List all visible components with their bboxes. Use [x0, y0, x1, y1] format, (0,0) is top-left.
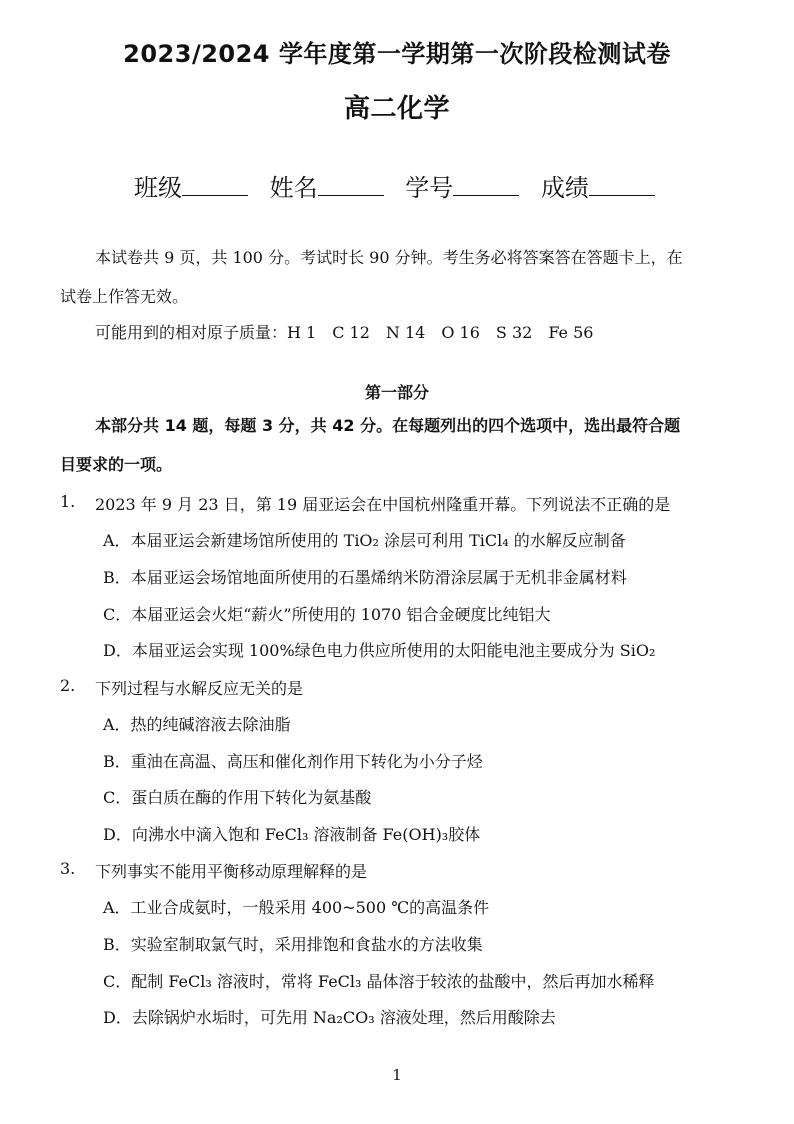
- question-3-option-b: B．实验室制取氯气时，采用排饱和食盐水的方法收集: [103, 935, 483, 954]
- question-2-text: 下列过程与水解反应无关的是: [95, 679, 304, 698]
- question-2-option-c: C．蛋白质在酶的作用下转化为氨基酸: [103, 788, 372, 807]
- atomic-masses: 可能用到的相对原子质量：H 1 C 12 N 14 O 16 S 32 Fe 56: [95, 323, 594, 342]
- student-id-label: 学号: [405, 174, 454, 202]
- part1-title: 第一部分: [364, 383, 429, 402]
- question-3-number: 3.: [60, 859, 76, 878]
- question-1-text: 2023 年 9 月 23 日，第 19 届亚运会在中国杭州隆重开幕。下列说法不正确的是: [95, 495, 671, 514]
- question-3-option-d: D．去除锅炉水垢时，可先用 Na₂CO₃ 溶液处理，然后用酸除去: [103, 1008, 556, 1027]
- question-1-number: 1.: [60, 492, 76, 511]
- name-field: [270, 168, 384, 203]
- student-id-field: [405, 168, 519, 203]
- question-3-option-c: C．配制 FeCl₃ 溶液时，常将 FeCl₃ 晶体溶于较浓的盐酸中，然后再加水稀释: [103, 972, 655, 991]
- score-field: [541, 168, 655, 203]
- question-2-option-b: B．重油在高温、高压和催化剂作用下转化为小分子烃: [103, 752, 483, 771]
- class-field: [134, 168, 248, 203]
- score-label: 成绩: [540, 174, 589, 202]
- class-blank: [182, 177, 248, 196]
- question-1-option-a: A．本届亚运会新建场馆所使用的 TiO₂ 涂层可利用 TiCl₄ 的水解反应制备: [103, 531, 626, 550]
- part1-intro-line-2: 目要求的一项。: [60, 455, 173, 474]
- score-blank: [589, 177, 655, 196]
- part1-intro-line-1: 本部分共 14 题，每题 3 分，共 42 分。在每题列出的四个选项中，选出最符合题: [95, 416, 681, 435]
- student-info-row: [134, 168, 694, 203]
- page-number: 1: [392, 1066, 402, 1084]
- question-2-option-d: D．向沸水中滴入饱和 FeCl₃ 溶液制备 Fe(OH)₃胶体: [103, 825, 481, 844]
- class-label: 班级: [134, 174, 182, 202]
- instructions-line-2: 试卷上作答无效。: [60, 287, 189, 306]
- question-3-text: 下列事实不能用平衡移动原理解释的是: [95, 862, 368, 881]
- subject-title: 高二化学: [343, 94, 450, 124]
- question-1-option-b: B．本届亚运会场馆地面所使用的石墨烯纳米防滑涂层属于无机非金属材料: [103, 568, 627, 587]
- name-label: 姓名: [269, 174, 318, 202]
- exam-title: 2023/2024 学年度第一学期第一次阶段检测试卷: [123, 40, 671, 68]
- question-2-option-a: A．热的纯碱溶液去除油脂: [103, 715, 291, 734]
- question-1-option-c: C．本届亚运会火炬“薪火”所使用的 1070 铝合金硬度比纯铝大: [103, 605, 551, 624]
- student-id-blank: [453, 177, 519, 196]
- name-blank: [318, 177, 384, 196]
- instructions-line-1: 本试卷共 9 页，共 100 分。考试时长 90 分钟。考生务必将答案答在答题卡上，在: [95, 248, 683, 267]
- question-1-option-d: D．本届亚运会实现 100%绿色电力供应所使用的太阳能电池主要成分为 SiO₂: [103, 641, 656, 660]
- question-2-number: 2.: [60, 676, 76, 695]
- question-3-option-a: A．工业合成氨时，一般采用 400~500 ℃的高温条件: [103, 898, 490, 917]
